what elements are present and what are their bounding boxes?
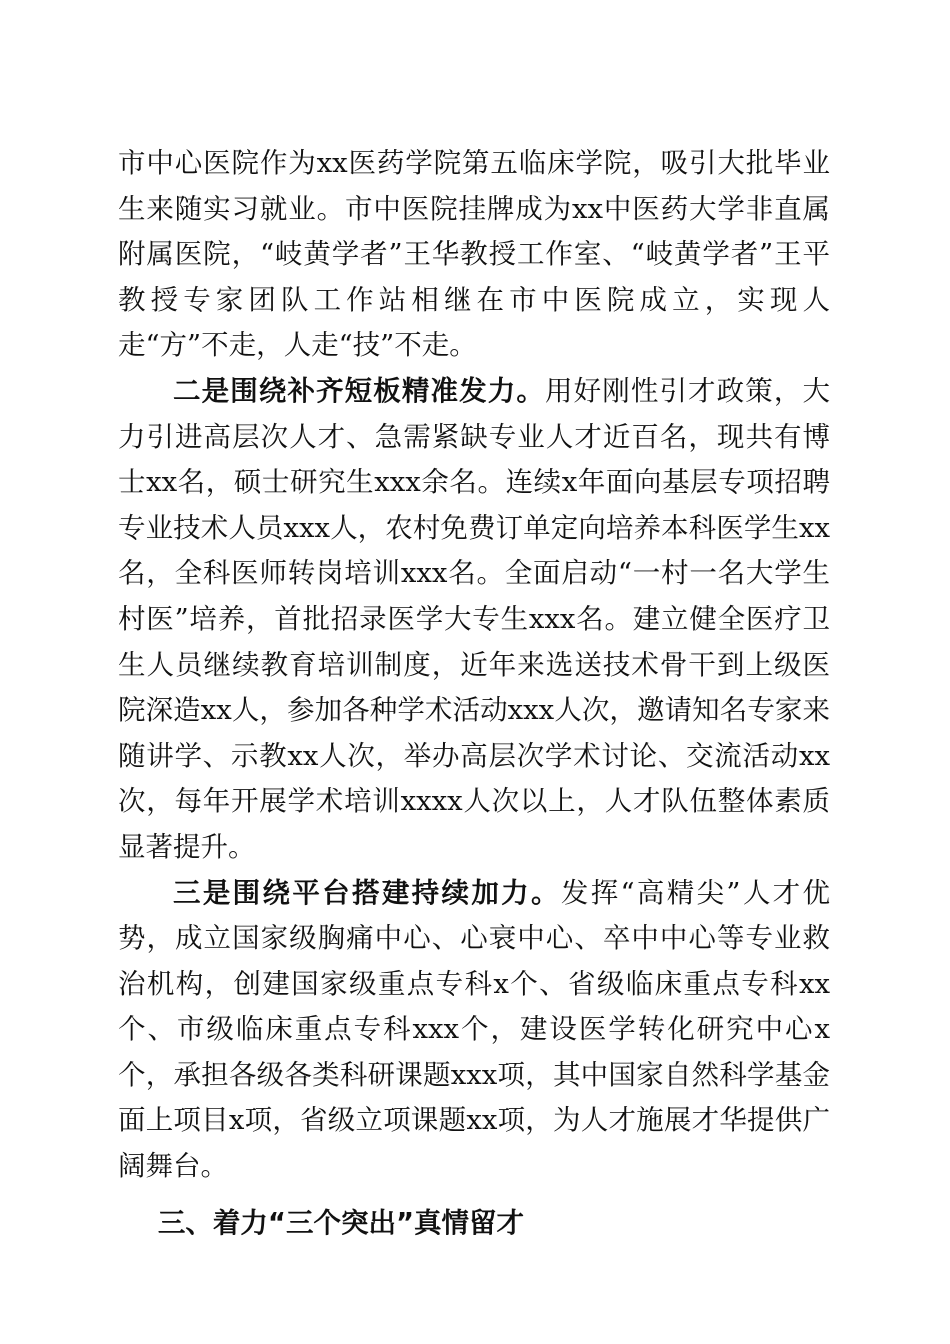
paragraph-lead: 二是围绕补齐短板精准发力。 xyxy=(173,374,545,407)
paragraph-medical-college xyxy=(118,141,830,369)
paragraph-lead: 三是围绕平台搭建持续加力。 xyxy=(173,876,561,909)
paragraph-body: 发挥“高精尖”人才优势，成立国家级胸痛中心、心衰中心、卒中中心等专业救治机构，创建国家级重点专科x个、省级临床重点专科xx个、市级临床重点专科xxx个，建设医学转化研究中心x个，承担各级各类科研课题xxx项，其中国家自然科学基金面上项目x项，省级立项课题xx项，为人才施展才华提供广阔舞台。 xyxy=(118,876,830,1183)
paragraph-platform xyxy=(118,871,830,1190)
section-heading: 三、着力“三个突出”真情留才 xyxy=(157,1206,525,1239)
paragraph-body: 用好刚性引才政策，大力引进高层次人才、急需紧缺专业人才近百名，现共有博士xx名，硕士研究生xxx余名。连续x年面向基层专项招聘专业技术人员xxx人，农村免费订单定向培养本科医学生xx名，全科医师转岗培训xxx名。全面启动“一村一名大学生村医”培养，首批招录医学大专生xxx名。建立健全医疗卫生人员继续教育培训制度，近年来选送技术骨干到上级医院深造xx人，参加各种学术活动xxx人次，邀请知名专家来随讲学、示教xx人次，举办高层次学术讨论、交流活动xx次，每年开展学术培训xxxx人次以上，人才队伍整体素质显著提升。 xyxy=(118,374,831,863)
paragraph-text: 市中心医院作为xx医药学院第五临床学院，吸引大批毕业生来随实习就业。市中医院挂牌成为xx中医药大学非直属附属医院，“岐黄学者”王华教授工作室、“岐黄学者”王平教授专家团队工作站相继在市中医院成立，实现人走“方”不走，人走“技”不走。 xyxy=(118,147,830,362)
paragraph-shortboard xyxy=(118,369,830,871)
document-page xyxy=(118,141,830,1248)
